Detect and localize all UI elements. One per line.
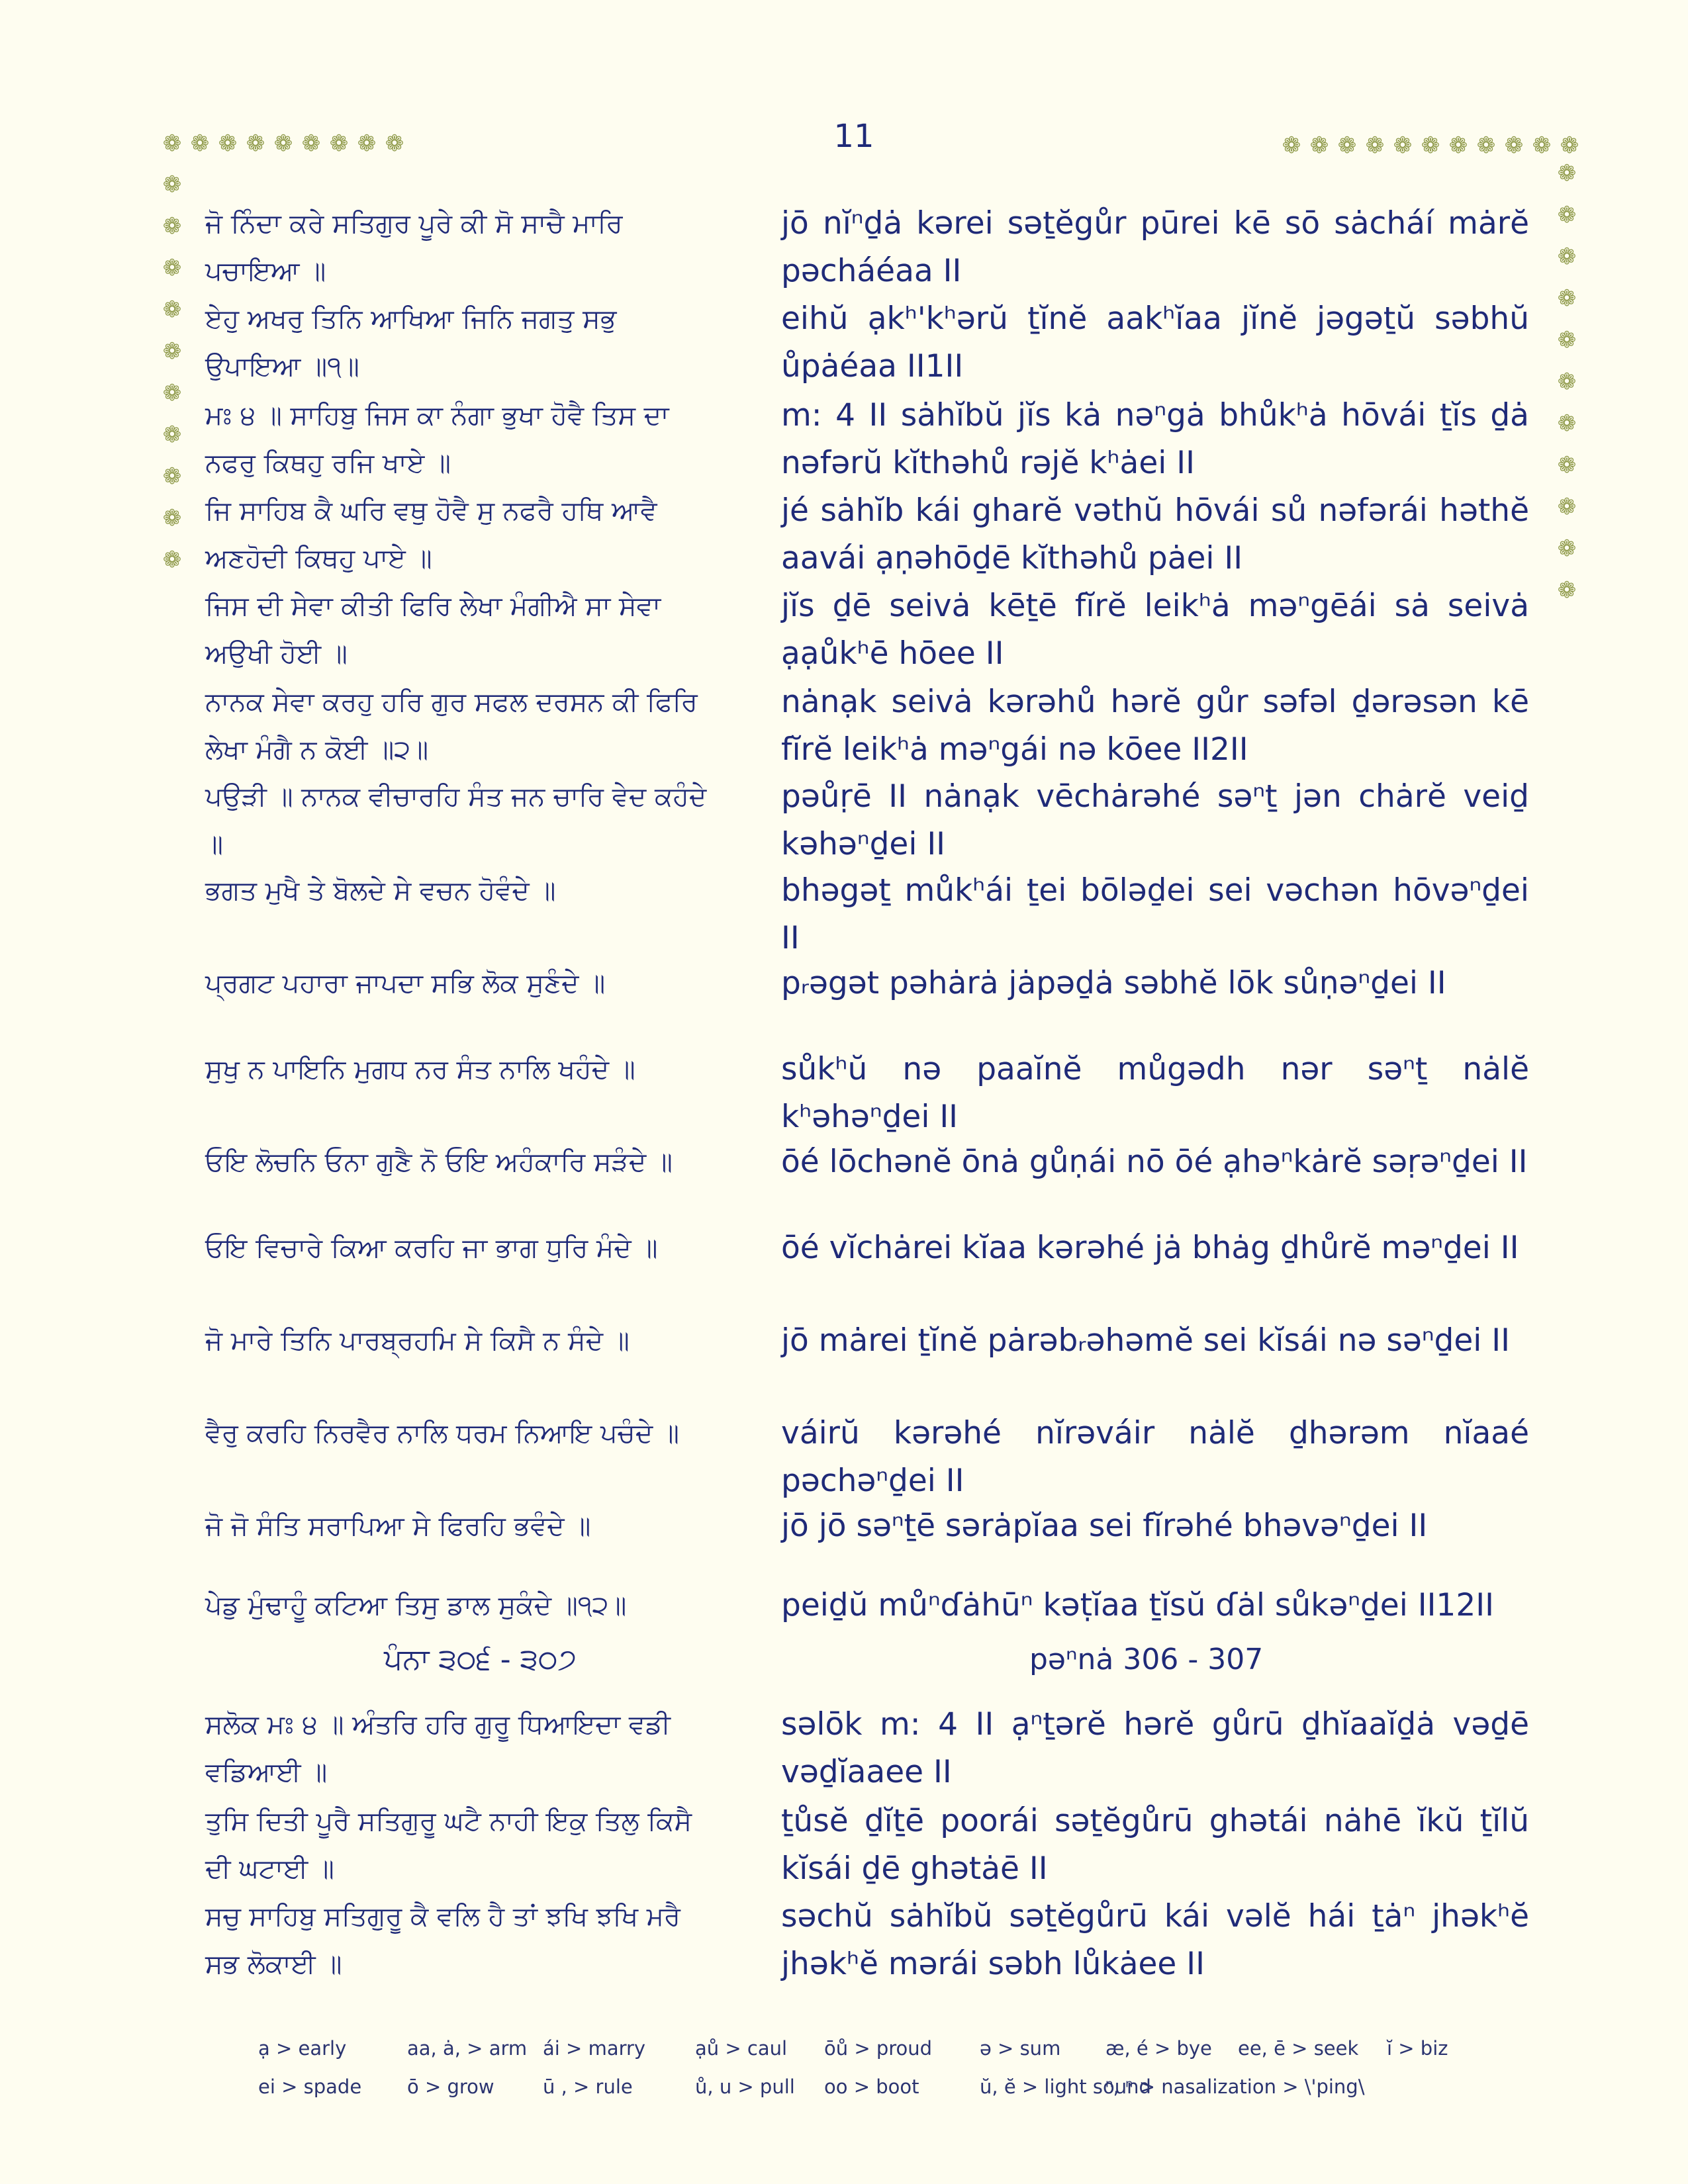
flower-icon: ❁	[1421, 132, 1440, 159]
flower-icon: ❁	[1557, 202, 1577, 228]
gurmukhi-text: ਪਉੜੀ ॥ ਨਾਨਕ ਵੀਚਾਰਹਿ ਸੰਤ ਜਨ ਚਾਰਿ ਵੇਦ ਕਹੰਦੇ ॥	[205, 782, 707, 860]
legend-item: ạů > caul	[695, 2037, 788, 2060]
transliteration-text: pᵣəgət pəhȧrȧ jȧpəḏȧ səbhĕ lōk sůṇəⁿḏei II	[781, 965, 1446, 1001]
flower-icon: ❁	[1365, 132, 1385, 159]
flower-icon: ❁	[190, 130, 210, 157]
gurmukhi-text: ਤੁਸਿ ਦਿਤੀ ਪੂਰੈ ਸਤਿਗੁਰੂ ਘਟੈ ਨਾਹੀ ਇਕੁ ਤਿਲੁ ਕਿਸੈ ਦੀ ਘਟਾਈ ॥	[205, 1806, 692, 1884]
flower-icon: ❁	[1393, 132, 1413, 159]
page-marker-translit: pəⁿnȧ 306 - 307	[1029, 1643, 1264, 1676]
flower-icon: ❁	[1557, 494, 1577, 520]
transliteration-text: ōé lōchənĕ ōnȧ gůṇái nō ōé ạhəⁿkȧrĕ səṛəⁿḏei II	[781, 1144, 1528, 1180]
legend-item: ō > grow	[407, 2075, 494, 2098]
gurmukhi-text: ਸਚੁ ਸਾਹਿਬੁ ਸਤਿਗੁਰੂ ਕੈ ਵਲਿ ਹੈ ਤਾਂ ਝਖਿ ਝਖਿ ਮਰੈ ਸਭ ਲੋਕਾਈ ॥	[205, 1901, 680, 1979]
transliteration-text: jō mȧrei ṯĭnĕ pȧrəbᵣəhəmĕ sei kĭsái nə səⁿḏei II	[781, 1322, 1511, 1359]
gurmukhi-text: ਜੋ ਜੋ ਸੰਤਿ ਸਰਾਪਿਆ ਸੇ ਫਿਰਹਿ ਭਵੰਦੇ ॥	[205, 1511, 591, 1541]
flower-icon: ❁	[162, 505, 182, 531]
flower-icon: ❁	[162, 463, 182, 490]
gurmukhi-text: ਮਃ ੪ ॥ ਸਾਹਿਬੁ ਜਿਸ ਕਾ ਨੰਗਾ ਭੁਖਾ ਹੋਵੈ ਤਿਸ ਦਾ ਨਫਰੁ ਕਿਥਹੁ ਰਜਿ ਖਾਏ ॥	[205, 400, 669, 478]
flower-icon: ❁	[162, 130, 182, 157]
page-number: 11	[833, 118, 874, 155]
transliteration-text: ōé vĭchȧrei kĭaa kərəhé jȧ bhȧg ḏhůrĕ məⁿḏei II	[781, 1230, 1519, 1266]
transliteration-text: bhəgəṯ můkʰái ṯei bōləḏei sei vəchən hōvəⁿḏei II	[781, 872, 1529, 956]
flower-icon: ❁	[1557, 577, 1577, 604]
gurmukhi-text: ਵੈਰੁ ਕਰਹਿ ਨਿਰਵੈਰ ਨਾਲਿ ਧਰਮ ਨਿਆਇ ਪਚੰਦੇ ॥	[205, 1418, 679, 1449]
transliteration-text: sůkʰŭ nə paaĭnĕ můgədh nər səⁿṯ nȧlĕ kʰəhəⁿḏei II	[781, 1051, 1529, 1135]
flower-icon: ❁	[1337, 132, 1357, 159]
gurmukhi-text: ਜਿਸ ਦੀ ਸੇਵਾ ਕੀਤੀ ਫਿਰਿ ਲੇਖਾ ਮੰਗੀਐ ਸਾ ਸੇਵਾ ਅਉਖੀ ਹੋਈ ॥	[205, 591, 661, 669]
gurmukhi-text: ਓਇ ਲੋਚਨਿ ਓਨਾ ਗੁਣੈ ਨੋ ਓਇ ਅਹੰਕਾਰਿ ਸੜੰਦੇ ॥	[205, 1147, 673, 1177]
gurmukhi-text: ਏਹੁ ਅਖਰੁ ਤਿਨਿ ਆਖਿਆ ਜਿਨਿ ਜਗਤੁ ਸਭੁ ਉਪਾਇਆ ॥੧॥	[205, 304, 617, 382]
flower-icon: ❁	[162, 422, 182, 448]
transliteration-text: eihŭ ạkʰ'kʰərŭ ṯĭnĕ aakʰĭaa jĭnĕ jəgəṯŭ səbhŭ ůpȧéaa II1II	[781, 300, 1529, 385]
flower-icon: ❁	[1557, 285, 1577, 312]
gurmukhi-text: ਜੋ ਨਿੰਦਾ ਕਰੇ ਸਤਿਗੁਰ ਪੂਰੇ ਕੀ ਸੋ ਸਾਚੈ ਮਾਰਿ ਪਚਾਇਆ ॥	[205, 208, 623, 287]
flower-icon: ❁	[1557, 369, 1577, 395]
flower-icon: ❁	[1557, 452, 1577, 478]
flower-icon: ❁	[1532, 132, 1552, 159]
transliteration-text: pəůṛē II nȧnạk vēchȧrəhé səⁿṯ jən chȧrĕ veiḏ kəhəⁿḏei II	[781, 778, 1529, 862]
legend-item: æ, é > bye	[1105, 2037, 1212, 2060]
transliteration-text: m: 4 II sȧhĭbŭ jĭs kȧ nəⁿgȧ bhůkʰȧ hōvái ṯĭs ḏȧ nəfərŭ kĭthəhů rəjĕ kʰȧei II	[781, 397, 1529, 481]
flower-icon: ❁	[162, 255, 182, 281]
flower-icon: ❁	[246, 130, 265, 157]
flower-icon: ❁	[385, 130, 404, 157]
legend-item: ů, u > pull	[695, 2075, 795, 2098]
gurmukhi-text: ਪੇਡੁ ਮੁੰਢਾਹੂੰ ਕਟਿਆ ਤਿਸੁ ਡਾਲ ਸੁਕੰਦੇ ॥੧੨॥	[205, 1590, 627, 1621]
flower-icon: ❁	[162, 296, 182, 323]
gurmukhi-text: ਸੁਖੁ ਨ ਪਾਇਨਿ ਮੁਗਧ ਨਰ ਸੰਤ ਨਾਲਿ ਖਹੰਦੇ ॥	[205, 1054, 635, 1085]
flower-icon: ❁	[162, 380, 182, 406]
legend-item: ei > spade	[258, 2075, 362, 2098]
flower-icon: ❁	[1448, 132, 1468, 159]
legend-item: ōů > proud	[824, 2037, 933, 2060]
flower-icon: ❁	[1557, 410, 1577, 437]
flower-icon: ❁	[162, 213, 182, 240]
transliteration-text: jō nĭⁿḏȧ kərei səṯĕgůr pūrei kē sō sȧcháí mȧrĕ pəcháéaa II	[781, 205, 1529, 289]
legend-item: aa, ȧ, > arm	[407, 2037, 528, 2060]
transliteration-text: jé sȧhĭb kái gharĕ vəthŭ hōvái sů nəfərái həthĕ aavái ạṇəhōḏē kĭthəhů pȧei II	[781, 492, 1529, 576]
legend-item: ə > sum	[980, 2037, 1061, 2060]
transliteration-text: jĭs ḏē seivȧ kēṯē fĭrĕ leikʰȧ məⁿgēái sȧ seivȧ ạạůkʰē hōee II	[781, 588, 1529, 672]
legend-item: ee, ē > seek	[1238, 2037, 1359, 2060]
flower-icon: ❁	[301, 130, 321, 157]
flower-icon: ❁	[1557, 244, 1577, 270]
flower-icon: ❁	[162, 171, 182, 198]
transliteration-text: peiḏŭ můⁿɗȧhūⁿ kəṭĭaa ṯĭsŭ ɗȧl sůkəⁿḏei II12II	[781, 1587, 1494, 1623]
flower-icon: ❁	[1476, 132, 1496, 159]
legend-item: ŭ, ĕ > light sound	[980, 2075, 1151, 2098]
flower-icon: ❁	[1309, 132, 1329, 159]
flower-icon: ❁	[1560, 132, 1579, 159]
transliteration-text: ṯůsĕ ḏĭṯē poorái səṯĕgůrū ghətái nȧhē ĭkŭ ṯĭlŭ kĭsái ḏē ghətȧē II	[781, 1803, 1529, 1887]
flower-icon: ❁	[162, 338, 182, 365]
flower-icon: ❁	[1557, 535, 1577, 562]
transliteration-text: səchŭ sȧhĭbŭ səṯĕgůrū kái vəlĕ hái ṯȧⁿ jhəkʰĕ jhəkʰĕ mərái səbh lůkȧee II	[781, 1898, 1529, 1982]
transliteration-text: váirŭ kərəhé nĭrəváir nȧlĕ ḏhərəm nĭaaé pəchəⁿḏei II	[781, 1415, 1529, 1499]
gurmukhi-text: ਓਇ ਵਿਚਾਰੇ ਕਿਆ ਕਰਹਿ ਜਾ ਭਾਗ ਧੁਰਿ ਮੰਦੇ ॥	[205, 1233, 658, 1263]
page-marker-gurmukhi: ਪੰਨਾ ੩੦੬ - ੩੦੭	[384, 1643, 577, 1676]
flower-icon: ❁	[273, 130, 293, 157]
transliteration-text: nȧnạk seivȧ kərəhů hərĕ gůr səfəl ḏərəsən kē fĭrĕ leikʰȧ məⁿgái nə kōee II2II	[781, 684, 1529, 768]
flower-icon: ❁	[1557, 160, 1577, 187]
gurmukhi-text: ਸਲੋਕ ਮਃ ੪ ॥ ਅੰਤਰਿ ਹਰਿ ਗੁਰੂ ਧਿਆਇਦਾ ਵਡੀ ਵਡਿਆਈ ॥	[205, 1709, 671, 1788]
gurmukhi-text: ਪ੍ਰਗਟ ਪਹਾਰਾ ਜਾਪਦਾ ਸਭਿ ਲੋਕ ਸੁਣੰਦੇ ॥	[205, 968, 606, 999]
legend-item: ū , > rule	[543, 2075, 633, 2098]
legend-item: ĭ > biz	[1387, 2037, 1448, 2060]
gurmukhi-text: ਭਗਤ ਮੁਖੈ ਤੇ ਬੋਲਦੇ ਸੇ ਵਚਨ ਹੋਵੰਦੇ ॥	[205, 876, 556, 906]
legend-item: ái > marry	[543, 2037, 646, 2060]
gurmukhi-text: ਨਾਨਕ ਸੇਵਾ ਕਰਹੁ ਹਰਿ ਗੁਰ ਸਫਲ ਦਰਸਨ ਕੀ ਫਿਰਿ ਲੇਖਾ ਮੰਗੈ ਨ ਕੋਈ ॥੨॥	[205, 687, 698, 765]
legend-item: ạ > early	[258, 2037, 347, 2060]
flower-icon: ❁	[218, 130, 238, 157]
flower-icon: ❁	[1282, 132, 1301, 159]
flower-icon: ❁	[329, 130, 349, 157]
flower-icon: ❁	[1557, 327, 1577, 353]
gurmukhi-text: ਜੋ ਮਾਰੇ ਤਿਨਿ ਪਾਰਬ੍ਰਹਮਿ ਸੇ ਕਿਸੈ ਨ ਸੰਦੇ ॥	[205, 1326, 630, 1356]
flower-icon: ❁	[357, 130, 377, 157]
legend-item: ⁿ, ⁿ > nasalization > \'ping\	[1105, 2075, 1365, 2098]
legend-item: oo > boot	[824, 2075, 919, 2098]
transliteration-text: jō jō səⁿṯē sərȧpĭaa sei fĭrəhé bhəvəⁿḏei II	[781, 1508, 1428, 1544]
flower-icon: ❁	[1504, 132, 1524, 159]
gurmukhi-text: ਜਿ ਸਾਹਿਬ ਕੈ ਘਰਿ ਵਥੁ ਹੋਵੈ ਸੁ ਨਫਰੈ ਹਥਿ ਆਵੈ ਅਣਹੋਦੀ ਕਿਥਹੁ ਪਾਏ ॥	[205, 496, 657, 574]
flower-icon: ❁	[162, 547, 182, 573]
transliteration-text: səlōk m: 4 II ạⁿṯərĕ hərĕ gůrū ḏhĭaaĭḏȧ vəḏē vəḏĭaaee II	[781, 1706, 1529, 1790]
